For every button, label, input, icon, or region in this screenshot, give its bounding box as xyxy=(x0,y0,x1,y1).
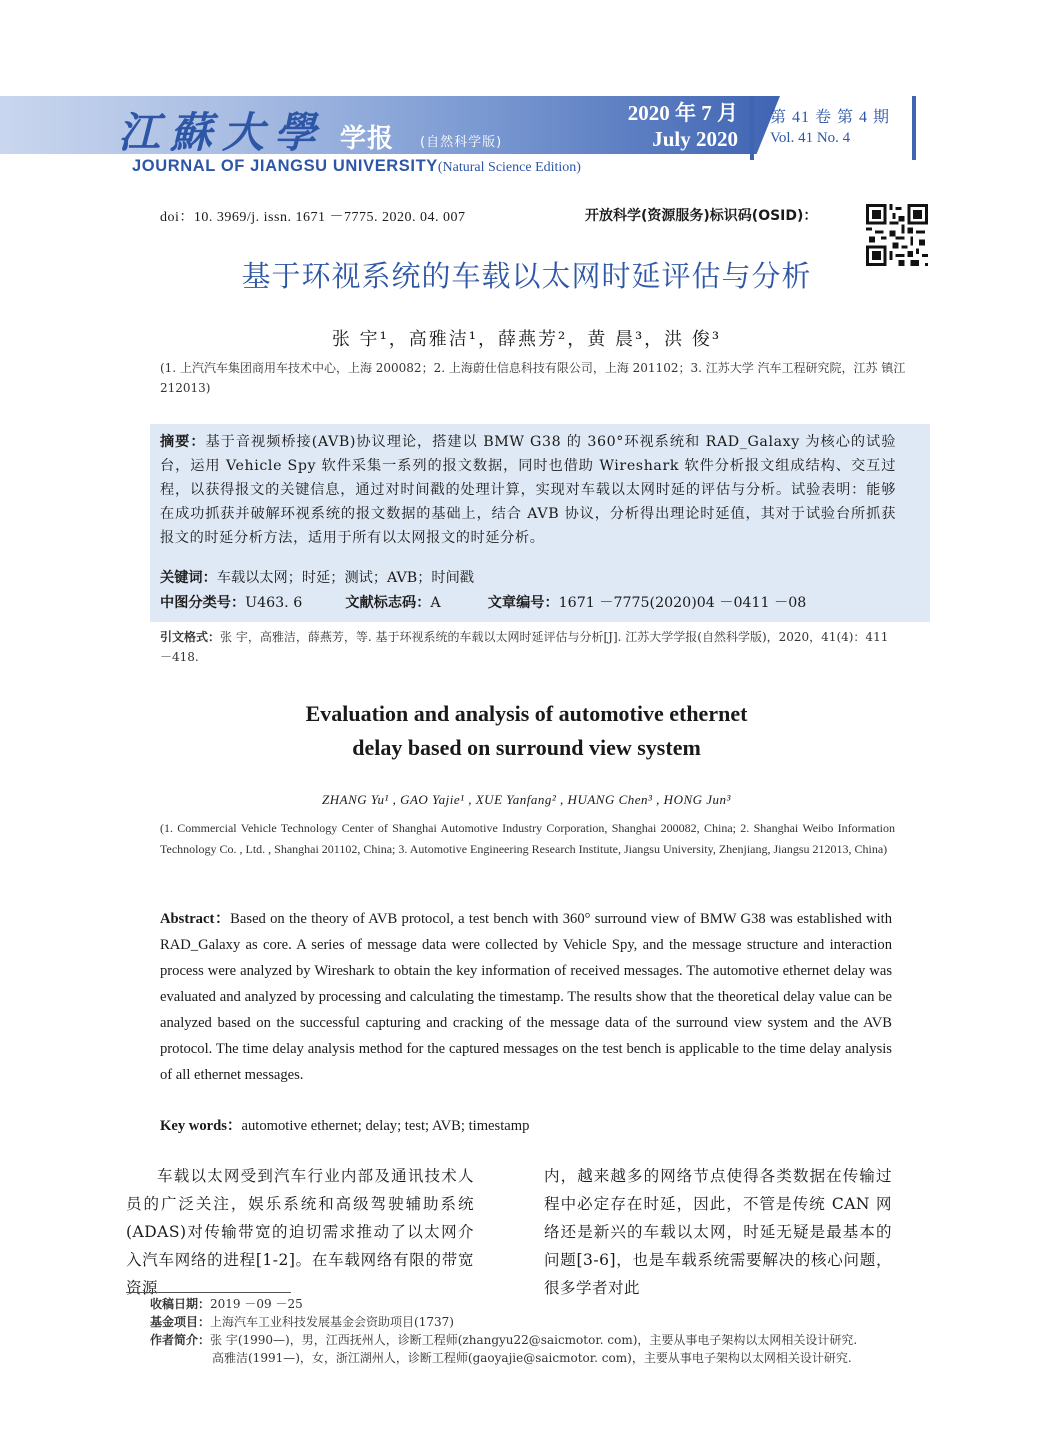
received-label: 收稿日期： xyxy=(150,1297,211,1311)
volume-cn: 第 41 卷 第 4 期 xyxy=(770,109,891,126)
keywords-en-label: Key words： xyxy=(160,1118,242,1134)
keywords-en-text: automotive ethernet; delay; test; AVB; timestamp xyxy=(241,1118,530,1134)
volume-en: Vol. 41 No. 4 xyxy=(770,130,851,146)
volume-box xyxy=(750,96,916,160)
paper-title-en-line1: Evaluation and analysis of automotive ethernet xyxy=(305,701,748,726)
journal-edition-en: (Natural Science Edition) xyxy=(437,160,581,175)
authors-cn: 张 宇¹，高雅洁¹，薛燕芳²，黄 晨³，洪 俊³ xyxy=(331,329,722,350)
article-value: 1671 －7775(2020)04 －0411 －08 xyxy=(558,595,807,611)
class-label: 中图分类号： xyxy=(160,595,246,611)
class-value: U463. 6 xyxy=(245,595,303,611)
body-column-right: 内，越来越多的网络节点使得各类数据在传输过程中必定存在时延，因此，不管是传统 CAN 网络还是新兴的车载以太网，时延无疑是最基本的问题[3-6]，也是车载系统需要解决的核心问题，很多学者对此 xyxy=(544,1167,892,1297)
journal-name-en-main: JOURNAL OF JIANGSU UNIVERSITY xyxy=(132,157,438,175)
keywords-en xyxy=(160,1114,529,1135)
authors-en: ZHANG Yu¹ , GAO Yajie¹ , XUE Yanfang² , HUANG Chen³ , HONG Jun³ xyxy=(322,792,731,807)
received-value: 2019 －09 －25 xyxy=(210,1297,303,1311)
keywords-cn-text: 车载以太网；时延；测试；AVB；时间戳 xyxy=(216,570,474,586)
footnote-received xyxy=(150,1295,910,1313)
abstract-cn-label: 摘要： xyxy=(160,434,206,450)
citation-text: 张 宇，高雅洁，薛燕芳，等. 基于环视系统的车载以太网时延评估与分析[J]. 江苏大学学报(自然科学版)，2020，41(4)：411 －418. xyxy=(160,630,889,664)
fund-label: 基金项目： xyxy=(150,1315,211,1329)
footnote-rule xyxy=(126,1292,291,1293)
osid-label: 开放科学(资源服务)标识码(OSID)： xyxy=(585,208,818,224)
paper-title-cn: 基于环视系统的车载以太网时延评估与分析 xyxy=(241,259,812,293)
doccode-value: A xyxy=(430,595,441,611)
abstract-en-text: Based on the theory of AVB protocol, a test bench with 360° surround view of BMW G38 was established with RAD_Galaxy as core. A series of message data were collected by Vehicle Spy, and the message structure and interaction process were analyzed by Wireshark to obtain the key information of received messages. The automotive ethernet delay was evaluated and analyzed by processing and calculating the timestamp. The results show that the theoretical delay value can be analyzed based on the successful capturing and cracking of the message data of the surround view system and the AVB protocol. The time delay analysis method for the captured messages on the test bench is applicable to the time delay analysis of all ethernet messages. xyxy=(160,911,892,1083)
citation-label: 引文格式： xyxy=(160,630,221,644)
footnote-fund xyxy=(150,1313,910,1331)
keywords-cn xyxy=(160,567,474,587)
abstract-en-label: Abstract： xyxy=(160,911,231,927)
fund-value: 上海汽车工业科技发展基金会资助项目(1737) xyxy=(210,1315,454,1329)
doccode-label: 文献标志码： xyxy=(345,595,431,611)
issue-date-en: July 2020 xyxy=(652,127,738,151)
journal-xuebao: 学报 xyxy=(340,124,395,154)
paper-title-en xyxy=(0,697,1053,765)
body-column-left: 车载以太网受到汽车行业内部及通讯技术人员的广泛关注，娱乐系统和高级驾驶辅助系统(ADAS)对传输带宽的迫切需求推动了以太网介入汽车网络的进程[1-2]。在车载网络有限的带宽资源 xyxy=(126,1167,474,1297)
classification-row xyxy=(160,592,806,612)
keywords-cn-label: 关键词： xyxy=(160,570,217,586)
footnote-author2: 高雅洁(1991—)，女，浙江湖州人，诊断工程师(gaoyajie@saicmotor. com)，主要从事电子架构以太网相关设计研究. xyxy=(212,1351,852,1365)
paper-title-en-line2: delay based on surround view system xyxy=(352,735,701,760)
author1-bio: 张 宇(1990—)，男，江西抚州人，诊断工程师(zhangyu22@saicmotor. com)，主要从事电子架构以太网相关设计研究. xyxy=(210,1333,858,1347)
footnote-author1 xyxy=(150,1331,910,1349)
citation-format xyxy=(160,627,900,667)
affiliation-en: (1. Commercial Vehicle Technology Center of Shanghai Automotive Industry Corporation, Shanghai 200082, China; 2. Shanghai Weibo Information Technology Co. , Ltd. , Shanghai 201102, China; 3. Automotive Engineering Research Institute, Jiangsu University, Zhenjiang, Jiangsu 212013, China) xyxy=(160,821,895,856)
issue-date xyxy=(604,100,738,152)
author-bio-label: 作者简介： xyxy=(150,1333,211,1347)
abstract-en xyxy=(160,906,892,1088)
footnotes xyxy=(150,1295,910,1367)
abstract-cn xyxy=(160,430,896,550)
affiliation-cn: (1. 上汽汽车集团商用车技术中心，上海 200082；2. 上海蔚仕信息科技有限公司，上海 201102；3. 江苏大学 汽车工程研究院，江苏 镇江 212013) xyxy=(160,361,906,395)
journal-edition-cn: (自然科学版) xyxy=(420,135,503,150)
article-label: 文章编号： xyxy=(487,595,559,611)
journal-name-cn: 江蘇大學 xyxy=(118,108,327,157)
issue-date-cn: 2020 年 7 月 xyxy=(627,101,738,125)
abstract-cn-text: 基于音视频桥接(AVB)协议理论，搭建以 BMW G38 的 360°环视系统和 RAD_Galaxy 为核心的试验台，运用 Vehicle Spy 软件采集一系列的报文数据，同时也借助 Wireshark 软件分析报文组成结构、交互过程，以获得报文的关键信息，通过对时间戳的处理计算，实现对车载以太网时延的评估与分析。试验表明：能够在成功抓获并破解环视系统的报文数据的基础上，结合 AVB 协议，分析得出理论时延值，其对于试验台所抓获报文的时延分析方法，适用于所有以太网报文的时延分析。 xyxy=(160,434,896,546)
doi: doi：10. 3969/j. issn. 1671 －7775. 2020. 04. 007 xyxy=(160,210,466,225)
journal-name-en xyxy=(132,157,581,176)
